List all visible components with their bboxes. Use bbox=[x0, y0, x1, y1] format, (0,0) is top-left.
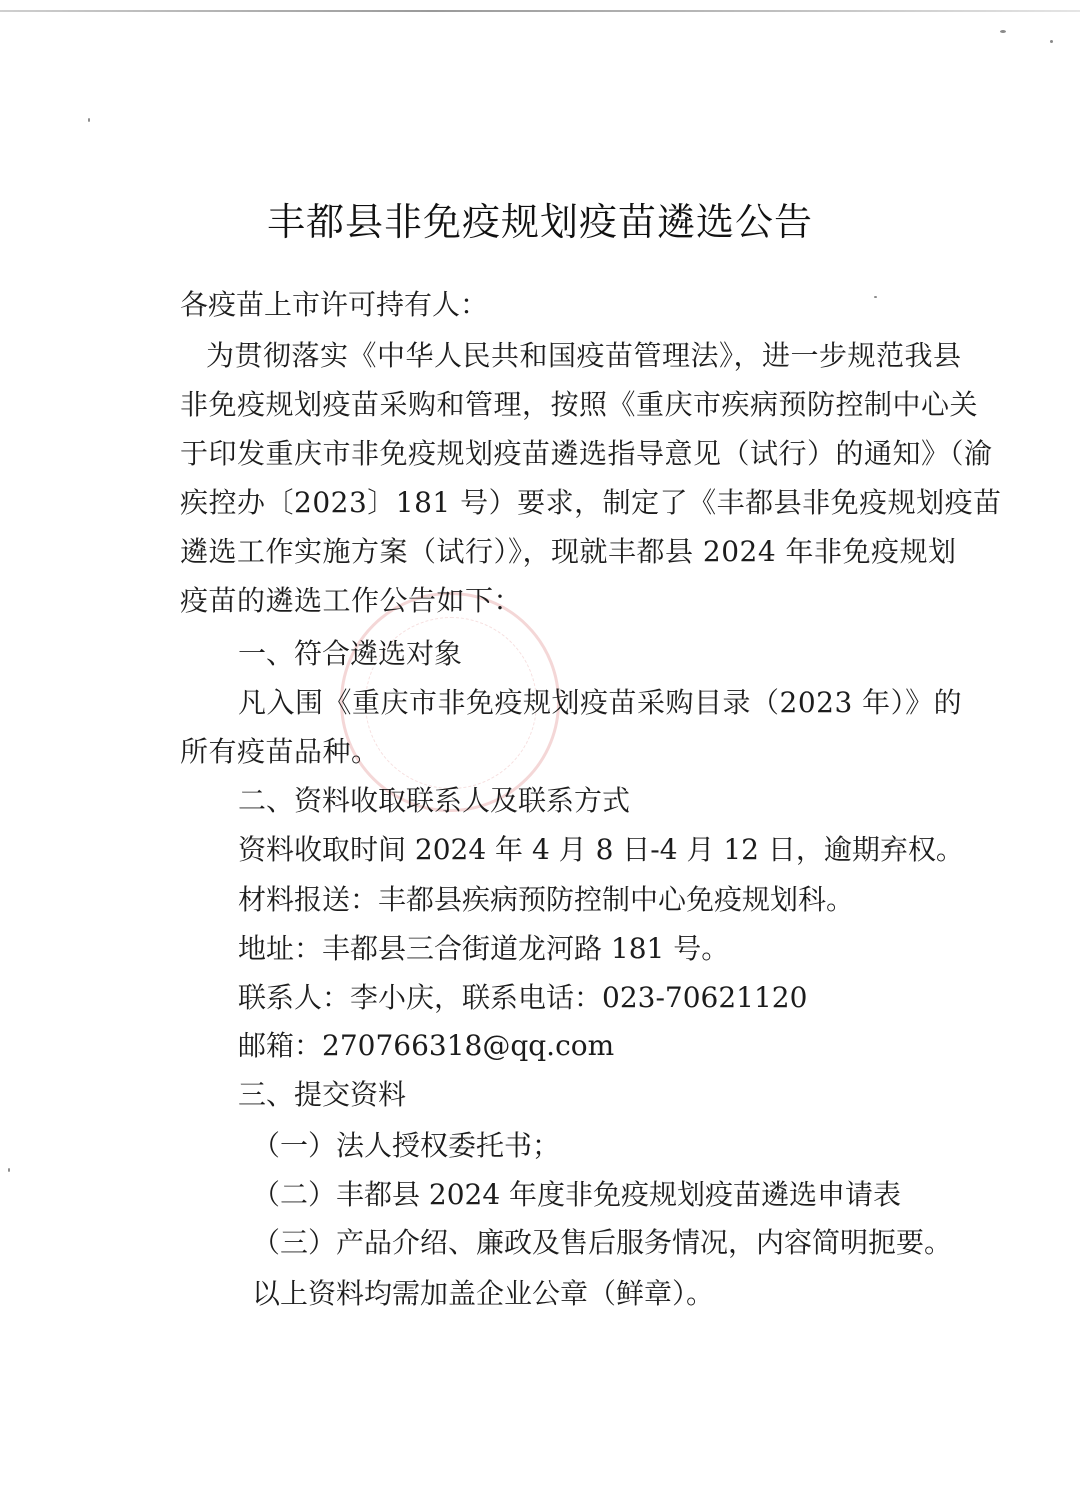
address: 地址：丰都县三合街道龙河路 181 号。 bbox=[238, 932, 730, 965]
email: 邮箱：270766318@qq.com bbox=[238, 1029, 615, 1062]
intro-line-1: 为贯彻落实《中华人民共和国疫苗管理法》，进一步规范我县 bbox=[206, 339, 962, 372]
scan-speck bbox=[1000, 30, 1006, 33]
intro-line-3: 于印发重庆市非免疫规划疫苗遴选指导意见（试行）的通知》（渝 bbox=[180, 437, 993, 470]
section1-body-line-2: 所有疫苗品种。 bbox=[180, 735, 380, 768]
scan-top-edge bbox=[0, 10, 1080, 12]
document-title: 丰都县非免疫规划疫苗遴选公告 bbox=[266, 200, 813, 244]
intro-line-6: 疫苗的遴选工作公告如下： bbox=[180, 584, 523, 617]
section1-body-line-1: 凡入围《重庆市非免疫规划疫苗采购目录（2023 年）》的 bbox=[238, 686, 963, 719]
intro-line-4: 疾控办〔2023〕181 号）要求，制定了《丰都县非免疫规划疫苗 bbox=[180, 486, 1002, 519]
scan-speck bbox=[88, 118, 90, 122]
intro-line-5: 遴选工作实施方案（试行）》，现就丰都县 2024 年非免疫规划 bbox=[180, 535, 957, 568]
scan-speck bbox=[1050, 40, 1053, 43]
seal-requirement-note: 以上资料均需加盖企业公章（鲜章）。 bbox=[252, 1277, 715, 1310]
section2-heading: 二、资料收取联系人及联系方式 bbox=[238, 784, 631, 817]
collection-time: 资料收取时间 2024 年 4 月 8 日-4 月 12 日，逾期弃权。 bbox=[238, 833, 964, 866]
required-item-1: （一）法人授权委托书； bbox=[252, 1129, 561, 1162]
contact-person-phone: 联系人：李小庆，联系电话：023-70621120 bbox=[238, 981, 808, 1014]
intro-line-2: 非免疫规划疫苗采购和管理，按照《重庆市疾病预防控制中心关 bbox=[180, 388, 979, 421]
submit-to: 材料报送：丰都县疾病预防控制中心免疫规划科。 bbox=[238, 883, 855, 916]
required-item-3: （三）产品介绍、廉政及售后服务情况，内容简明扼要。 bbox=[252, 1226, 953, 1259]
required-item-2: （二）丰都县 2024 年度非免疫规划疫苗遴选申请表 bbox=[252, 1178, 902, 1211]
scan-speck bbox=[8, 1168, 10, 1172]
scan-speck bbox=[874, 296, 877, 298]
section1-heading: 一、符合遴选对象 bbox=[238, 637, 463, 670]
section3-heading: 三、提交资料 bbox=[238, 1078, 407, 1111]
salutation: 各疫苗上市许可持有人： bbox=[180, 288, 489, 321]
